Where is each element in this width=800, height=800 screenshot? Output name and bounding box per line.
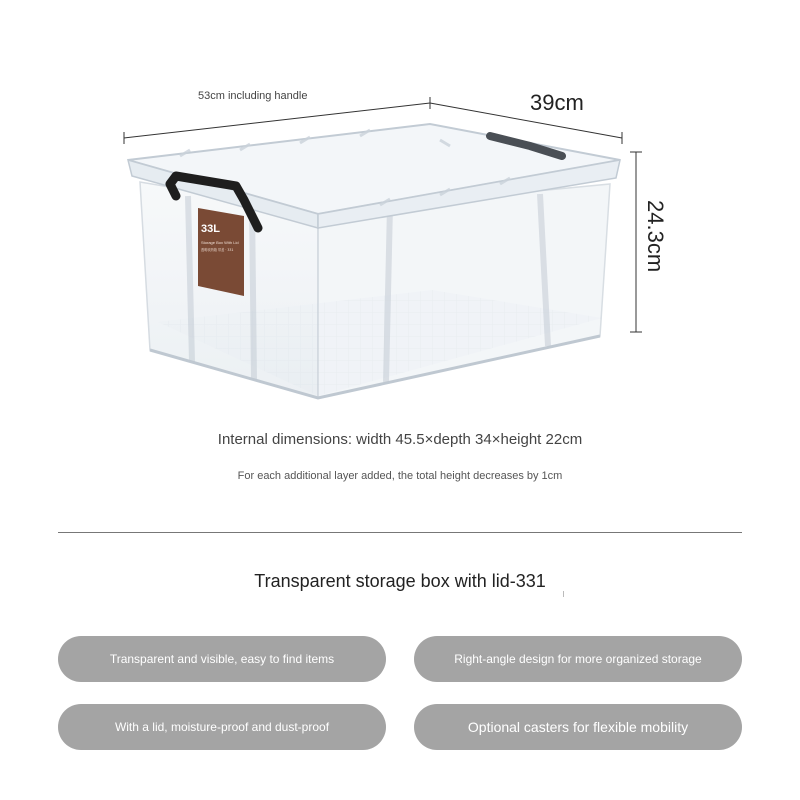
height-dimension-label: 24.3cm — [643, 200, 668, 273]
label-capacity: 33L — [201, 223, 220, 235]
feature-pill-transparent: Transparent and visible, easy to find items — [58, 636, 386, 682]
width-dimension-label: 39cm — [530, 90, 584, 115]
decorative-mark — [563, 591, 564, 597]
stacking-note-text: For each additional layer added, the total height decreases by 1cm — [237, 470, 563, 482]
height-dimension-line — [630, 152, 642, 332]
feature-pill-right-angle: Right-angle design for more organized storage — [414, 636, 742, 682]
product-title: Transparent storage box with lid-331 — [254, 571, 546, 591]
length-dimension-label: 53cm including handle — [198, 90, 308, 102]
product-label-card — [198, 208, 244, 296]
feature-pill-casters: Optional casters for flexible mobility — [414, 704, 742, 750]
label-line-2: 透明收纳箱 带盖 · 331 — [201, 248, 234, 252]
label-line-1: Storage Box With Lid — [201, 240, 239, 245]
section-divider — [58, 532, 742, 533]
feature-pill-lid: With a lid, moisture-proof and dust-proof — [58, 704, 386, 750]
internal-dimensions-text: Internal dimensions: width 45.5×depth 34×height 22cm — [217, 431, 583, 448]
